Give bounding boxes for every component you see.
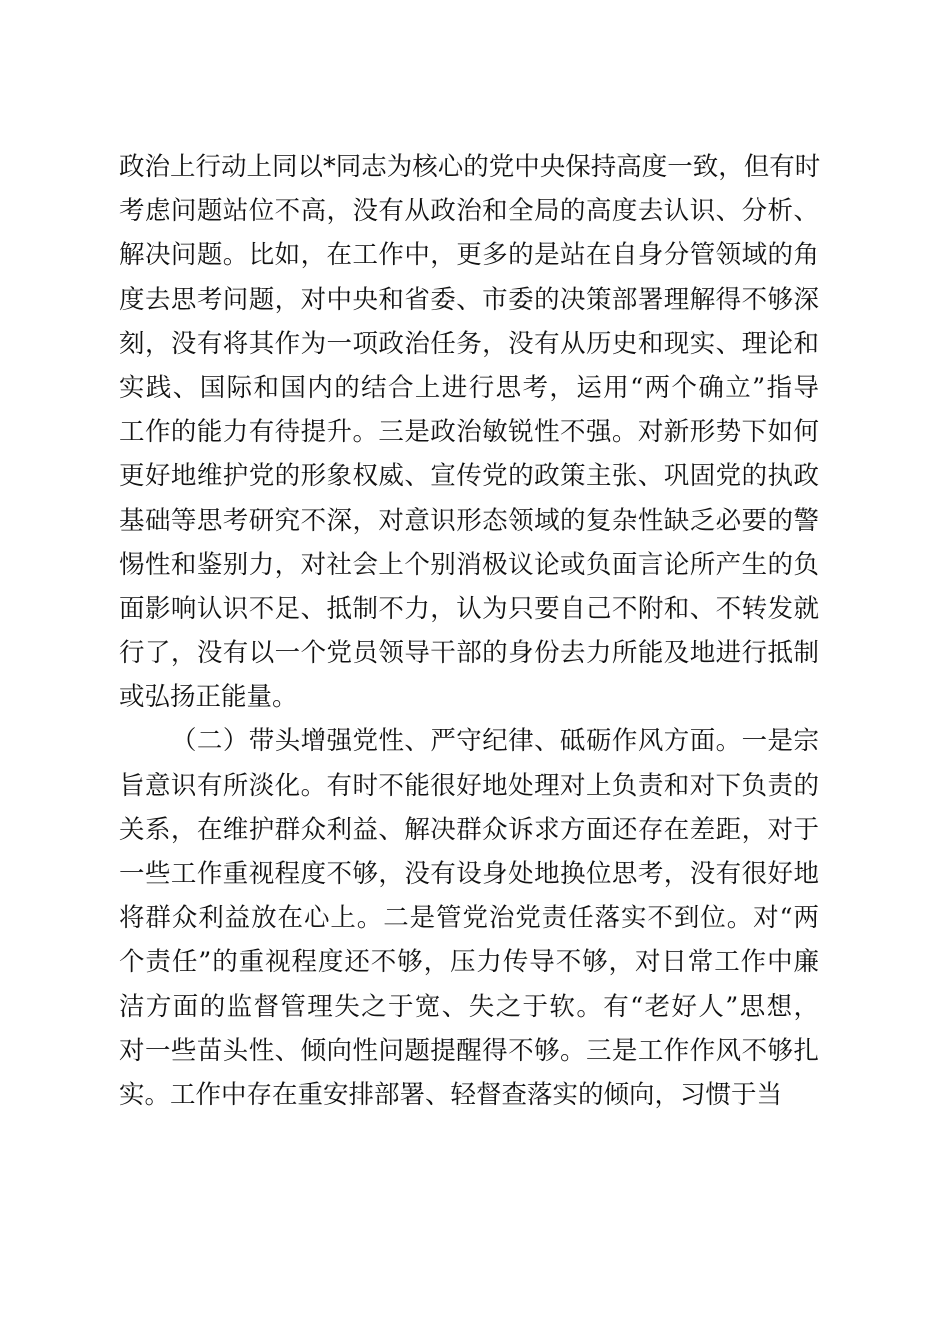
text-line: 将群众利益放在心上。二是管党治党责任落实不到位。对“两 xyxy=(119,903,819,934)
text-line: 对一些苗头性、倾向性问题提醒得不够。三是工作作风不够扎 xyxy=(119,1035,819,1066)
text-line: 更好地维护党的形象权威、宣传党的政策主张、巩固党的执政 xyxy=(119,461,819,492)
text-line: 行了，没有以一个党员领导干部的身份去力所能及地进行抵制 xyxy=(119,638,819,669)
paragraph-2 xyxy=(119,719,819,1117)
text-line: 惕性和鉴别力，对社会上个别消极议论或负面言论所产生的负 xyxy=(119,549,819,580)
text-line: 关系，在维护群众利益、解决群众诉求方面还存在差距，对于 xyxy=(119,814,819,845)
text-line: 解决问题。比如，在工作中，更多的是站在自身分管领域的角 xyxy=(119,240,819,271)
text-line: 刻，没有将其作为一项政治任务，没有从历史和现实、理论和 xyxy=(119,328,819,359)
section-heading-line: （二）带头增强党性、严守纪律、砥砺作风方面。一是宗 xyxy=(171,726,819,757)
text-line: 度去思考问题，对中央和省委、市委的决策部署理解得不够深 xyxy=(119,284,819,315)
text-line: 实践、国际和国内的结合上进行思考，运用“两个确立”指导 xyxy=(119,372,819,403)
text-line: 面影响认识不足、抵制不力，认为只要自己不附和、不转发就 xyxy=(119,593,819,624)
text-line: 洁方面的监督管理失之于宽、失之于软。有“老好人”思想， xyxy=(119,991,819,1022)
text-line: 考虑问题站位不高，没有从政治和全局的高度去认识、分析、 xyxy=(119,196,819,227)
paragraph-1 xyxy=(119,145,819,719)
text-line: 个责任”的重视程度还不够，压力传导不够，对日常工作中廉 xyxy=(119,947,819,978)
text-line: 或弘扬正能量。 xyxy=(119,682,298,713)
text-line: 一些工作重视程度不够，没有设身处地换位思考，没有很好地 xyxy=(119,859,819,889)
text-line: 实。工作中存在重安排部署、轻督查落实的倾向，习惯于当 xyxy=(119,1079,783,1110)
document-body xyxy=(119,145,819,1117)
text-line: 政治上行动上同以*同志为核心的党中央保持高度一致，但有时 xyxy=(119,152,821,182)
text-line: 旨意识有所淡化。有时不能很好地处理对上负责和对下负责的 xyxy=(119,770,819,801)
text-line: 基础等思考研究不深，对意识形态领域的复杂性缺乏必要的警 xyxy=(119,505,819,536)
text-line: 工作的能力有待提升。三是政治敏锐性不强。对新形势下如何 xyxy=(119,417,819,448)
